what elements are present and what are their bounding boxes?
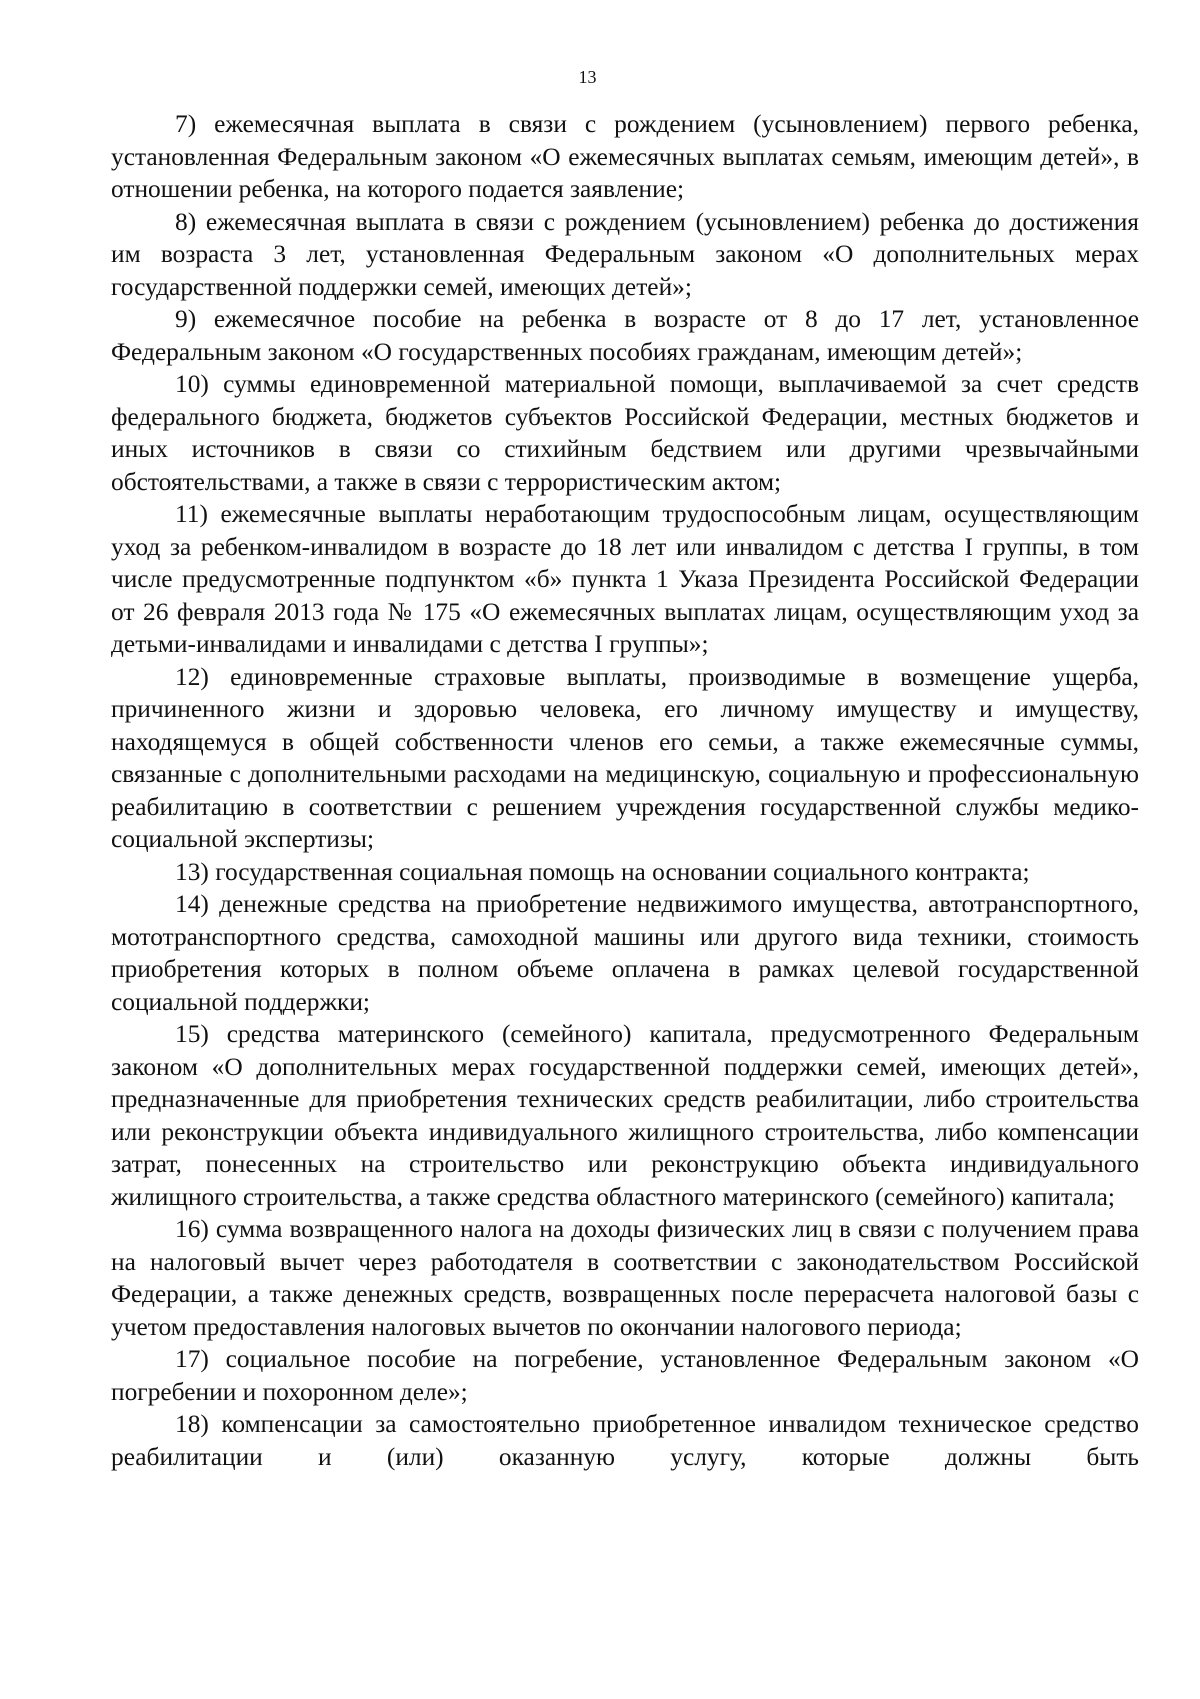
list-item-14: 14) денежные средства на приобретение недвижимого имущества, автотранспортного, мототранспортного средства, самоходной машины или другого вида техники, стоимость приобретения которых в полном объеме оплачена в рамках целевой государственной социальной поддержки; (111, 890, 1139, 1016)
list-item-17: 17) социальное пособие на погребение, установленное Федеральным законом «О погребении и похоронном деле»; (111, 1345, 1139, 1406)
list-item-13: 13) государственная социальная помощь на основании социального контракта; (175, 857, 1030, 886)
list-item-10: 10) суммы единовременной материальной помощи, выплачиваемой за счет средств федерального бюджета, бюджетов субъектов Российской Федерации, местных бюджетов и иных источников в связи со стихийным бедствием или другими чрезвычайными обстоятельствами, а также в связи с террористическим актом; (111, 370, 1139, 496)
list-item-12: 12) единовременные страховые выплаты, производимые в возмещение ущерба, причиненного жизни и здоровью человека, его личному имуществу и имуществу, находящемуся в общей собственности членов его семьи, а также ежемесячные суммы, связанные с дополнительными расходами на медицинскую, социальную и профессиональную реабилитацию в соответствии с решением учреждения государственной службы медико-социальной экспертизы; (111, 662, 1139, 853)
list-item-16: 16) сумма возвращенного налога на доходы физических лиц в связи с получением права на налоговый вычет через работодателя в соответствии с законодательством Российской Федерации, а также денежных средств, возвращенных после перерасчета налоговой базы с учетом предоставления налоговых вычетов по окончании налогового периода; (111, 1215, 1139, 1341)
list-item-9: 9) ежемесячное пособие на ребенка в возрасте от 8 до 17 лет, установленное Федеральным законом «О государственных пособиях гражданам, имеющим детей»; (111, 305, 1139, 366)
list-item-8: 8) ежемесячная выплата в связи с рождением (усыновлением) ребенка до достижения им возраста 3 лет, установленная Федеральным законом «О дополнительных мерах государственной поддержки семей, имеющих детей»; (111, 207, 1139, 301)
list-item-7: 7) ежемесячная выплата в связи с рождением (усыновлением) первого ребенка, установленная Федеральным законом «О ежемесячных выплатах семьям, имеющим детей», в отношении ребенка, на которого подается заявление; (111, 110, 1139, 203)
list-item-18: 18) компенсации за самостоятельно приобретенное инвалидом техническое средство реабилитации и (или) оказанную услугу, которые должны быть (111, 1410, 1139, 1471)
page-number: 13 (578, 67, 597, 87)
document-body (111, 108, 1139, 1473)
list-item-15: 15) средства материнского (семейного) капитала, предусмотренного Федеральным законом «О дополнительных мерах государственной поддержки семей, имеющих детей», предназначенные для приобретения технических средств реабилитации, либо строительства или реконструкции объекта индивидуального жилищного строительства, либо компенсации затрат, понесенных на строительство или реконструкцию объекта индивидуального жилищного строительства, а также средства областного материнского (семейного) капитала; (111, 1020, 1139, 1211)
list-item-11: 11) ежемесячные выплаты неработающим трудоспособным лицам, осуществляющим уход за ребенком-инвалидом в возрасте до 18 лет или инвалидом с детства I группы, в том числе предусмотренные подпунктом «б» пункта 1 Указа Президента Российской Федерации от 26 февраля 2013 года № 175 «О ежемесячных выплатах лицам, осуществляющим уход за детьми-инвалидами и инвалидами с детства I группы»; (111, 500, 1139, 658)
